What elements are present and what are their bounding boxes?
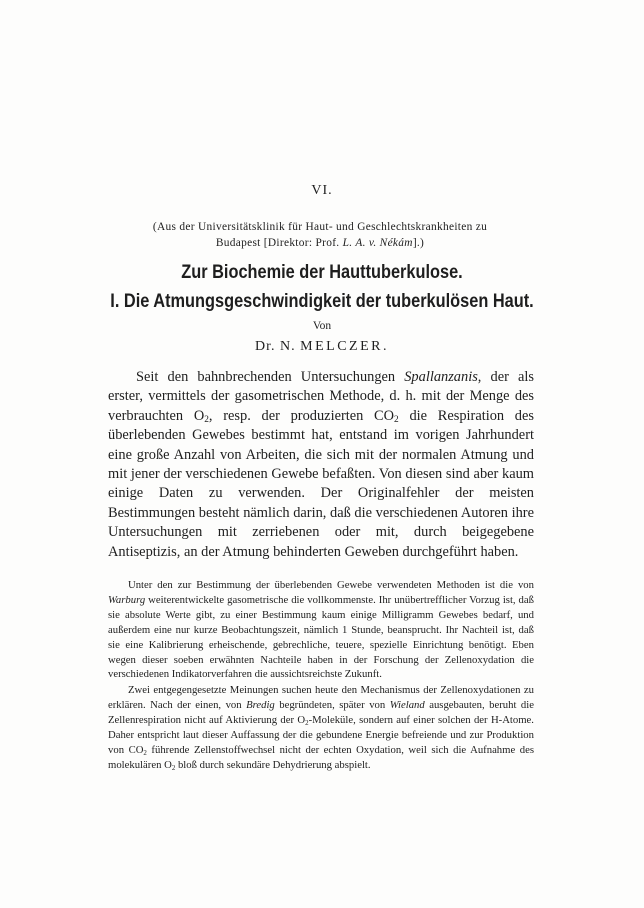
para3-text-4: -Moleküle, sondern auf einer solchen der H-Atome. Daher entspricht laut dieser Auffassung der die gebundene Energie befreiende und zur Produktion von CO [108,714,534,756]
affiliation-line2-prefix: Budapest [Direktor: Prof. [215,237,343,249]
para1-text-4: die Respiration des überlebenden Gewebes bestimmt hat, entstand im vorigen Jahrhundert eine große Anzahl von Arbeiten, die sich mit der normalen Atmung und mit jener der verschiedenen Gewebe befaßten. Von diesen sind aber kaum einige Daten zu verwenden. Der Originalfehler der meisten Bestimmungen besteht nämlich darin, daß die verschiedenen Autoren ihre Untersuchungen mit zerriebenen oder mit, durch beigegebene Antiseptizis, an der Atmung behinderten Geweben durchgeführt haben. [108,407,534,560]
paragraph-3 [108,683,534,772]
para3-text-3: ausgebauten, beruht die Zellenrespiration nicht auf Aktivierung der O [108,699,534,727]
para2-name-warburg: Warburg [108,593,146,606]
author [0,339,644,355]
byline-von: Von [312,320,332,332]
sub-title: I. Die Atmungsgeschwindigkeit der tuberkulösen Haut. [110,291,534,312]
paragraph-2 [108,578,534,682]
main-title: Zur Biochemie der Hauttuberkulose. [181,262,463,283]
para2-text-2: weiterentwickelte gasometrische die vollkommenste. Ihr unübertrefflicher Vorzug ist, daß sie absolute Werte gibt, zu einer Bestimmung kaum einige Milligramm Gewebes bedarf, und außerdem eine nur kurze Beobachtungszeit, nämlich 1 Stunde, beansprucht. Ihr Nachteil ist, daß sie eine Kalibrierung erheischende, gebrechliche, teuere, spezielle Einrichtung benötigt. Eben wegen dieser soeben erwähnten Nachteile haben in der Forschung der Zellenoxydation die verschiedenen Indikatorverfahren die aussichtsreichste Zukunft. [108,593,534,681]
affiliation-line1: (Aus der Universitätsklinik für Haut- und Geschlechtskrankheiten zu [152,221,488,233]
author-prefix: Dr. N. [255,339,301,354]
small-print-text [108,578,534,773]
affiliation [110,219,530,251]
para1-text-3: , resp. der produzierten CO [208,407,395,424]
para1-name-spallanzani: Spallanzanis [404,369,478,385]
para1-text-1: Seit den bahnbrechenden Untersuchungen [136,369,405,385]
para3-text-6: bloß durch sekundäre Dehydrierung abspielt. [175,758,371,771]
director-name: L. A. v. Nékám [342,237,413,249]
affiliation-line2-suffix: ].) [412,237,425,249]
para1-text-2: , der als erster, vermittels der gasometrischen Methode, d. h. mit der Menge des verbrauchten O [108,369,534,424]
para3-text-1: Zwei entgegengesetzte Meinungen suchen heute den Mechanismus der Zellenoxydationen zu erklären. Nach der einen, von [108,684,534,712]
para3-text-5: führende Zellenstoffwechsel nicht der echten Oxydation, weil sich die Aufnahme des molekulären O [108,743,534,771]
para3-sub-2: 2 [143,748,147,757]
para3-text-2: begründeten, später von [274,699,390,712]
main-text [108,368,534,562]
para3-sub-1: 2 [305,719,309,728]
para3-name-bredig: Bredig [246,699,275,712]
paragraph-1 [108,368,534,562]
para1-sub-1: 2 [204,414,209,425]
para2-text-1: Unter den zur Bestimmung der überlebenden Gewebe verwendeten Methoden ist die von [128,579,534,591]
para3-sub-3: 2 [171,763,176,772]
para1-sub-2: 2 [394,414,399,425]
chapter-number: VI. [311,183,333,198]
author-name: MELCZER. [300,339,389,354]
para3-name-wieland: Wieland [389,699,425,712]
